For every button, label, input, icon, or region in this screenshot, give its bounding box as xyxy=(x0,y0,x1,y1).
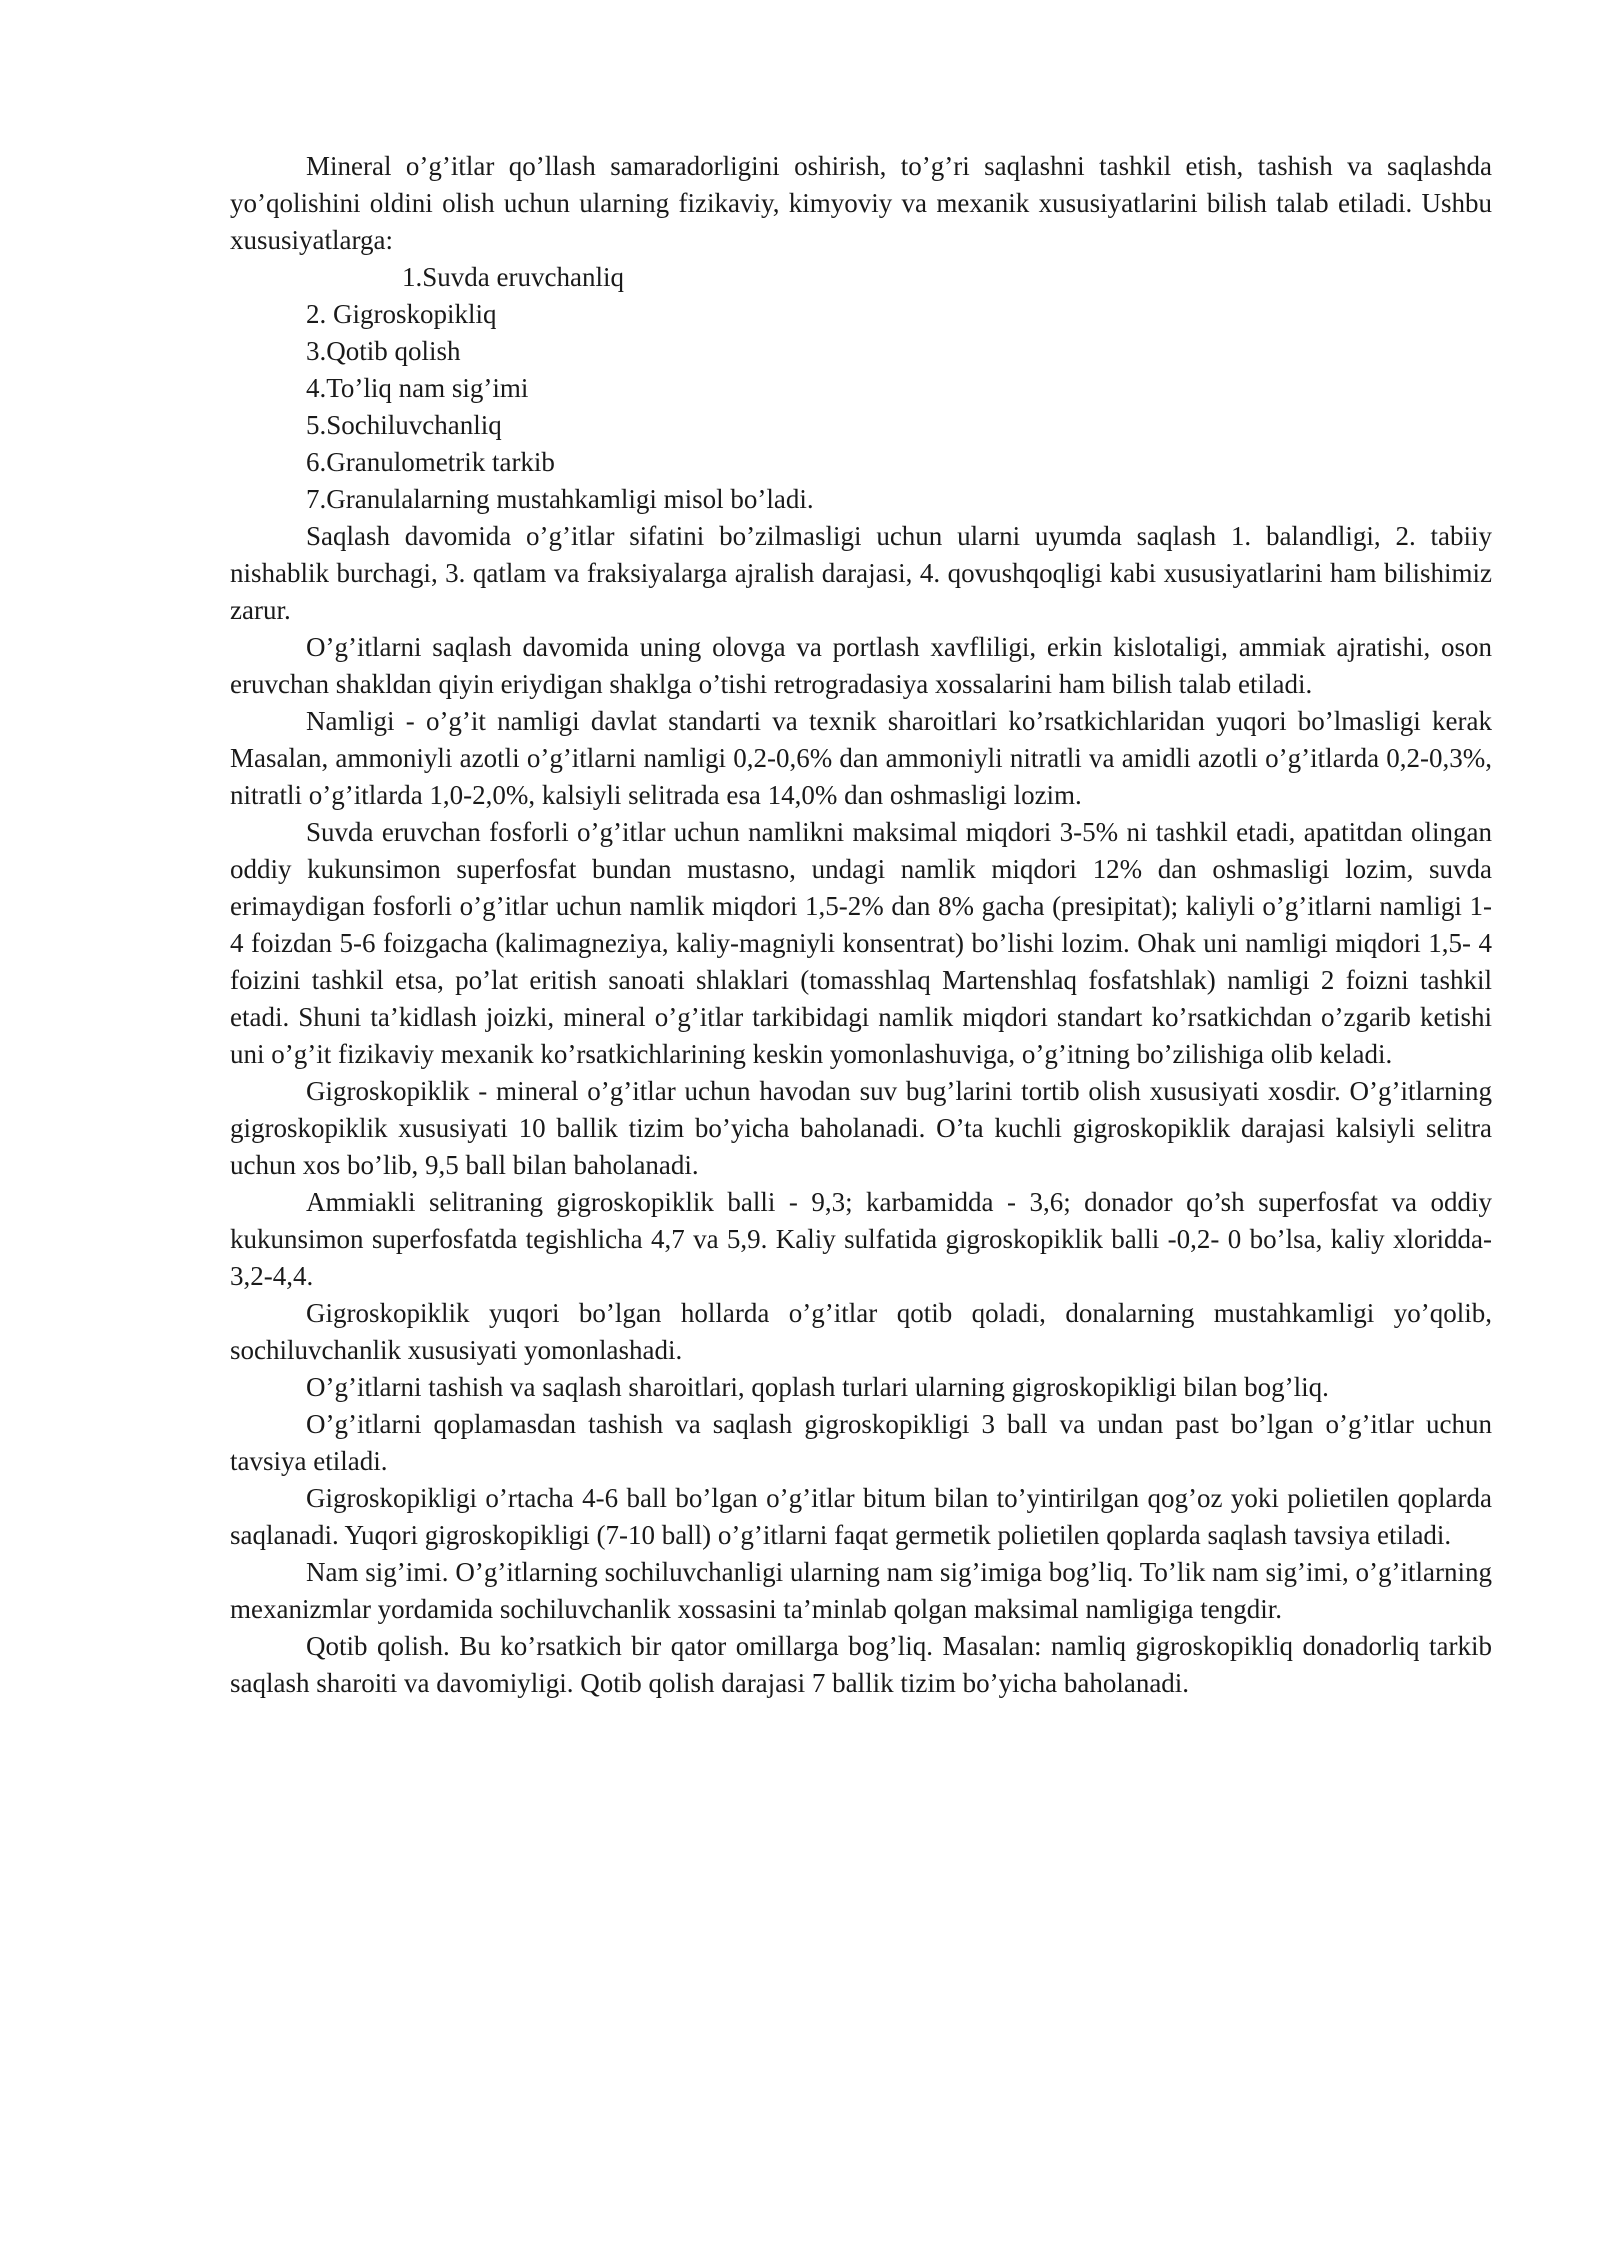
list-item: 6.Granulometrik tarkib xyxy=(306,447,555,477)
paragraph-moisture: Namligi - o’g’it namligi davlat standarti va texnik sharoitlari ko’rsatkichlaridan yuqori bo’lmasligi kerak Masalan, ammoniyli azotli o’g’itlarni namligi 0,2-0,6% dan ammoniyli nitratli va amidli azotli o’g’itlarda 0,2-0,3%, nitratli o’g’itlarda 1,0-2,0%, kalsiyli selitrada esa 14,0% dan oshmasligi lozim. xyxy=(230,706,1492,810)
list-item: 1.Suvda eruvchanliq xyxy=(402,262,624,292)
intro-paragraph: Mineral o’g’itlar qo’llash samaradorligini oshirish, to’g’ri saqlashni tashkil etish, tashish va saqlashda yo’qolishini oldini olish uchun ularning fizikaviy, kimyoviy va mexanik xususiyatlarini bilish talab etiladi. Ushbu xususiyatlarga: xyxy=(230,151,1492,255)
paragraph-caking-degree: Qotib qolish. Bu ko’rsatkich bir qator omillarga bog’liq. Masalan: namliq gigroskopikliq donadorliq tarkib saqlash sharoiti va davomiyligi. Qotib qolish darajasi 7 ballik tizim bo’yicha baholanadi. xyxy=(230,1631,1492,1698)
document-page xyxy=(230,148,1492,1702)
paragraph-unpacked: O’g’itlarni qoplamasdan tashish va saqlash gigroskopikligi 3 ball va undan past bo’lgan o’g’itlar uchun tavsiya etiladi. xyxy=(230,1409,1492,1476)
paragraph-transport: O’g’itlarni tashish va saqlash sharoitlari, qoplash turlari ularning gigroskopikligi bilan bog’liq. xyxy=(306,1372,1329,1402)
list-item: 3.Qotib qolish xyxy=(306,336,461,366)
paragraph-moisture-capacity: Nam sig’imi. O’g’itlarning sochiluvchanligi ularning nam sig’imiga bog’liq. To’lik nam sig’imi, o’g’itlarning mexanizmlar yordamida sochiluvchanlik xossasini ta’minlab qolgan maksimal namligiga tengdir. xyxy=(230,1557,1492,1624)
paragraph-storage: Saqlash davomida o’g’itlar sifatini bo’zilmasligi uchun ularni uyumda saqlash 1. balandligi, 2. tabiiy nishablik burchagi, 3. qatlam va fraksiyalarga ajralish darajasi, 4. qovushqoqligi kabi xususiyatlarini ham bilishimiz zarur. xyxy=(230,521,1492,625)
paragraph-hygroscopicity-scores: Ammiakli selitraning gigroskopiklik balli - 9,3; karbamidda - 3,6; donador qo’sh superfosfat va oddiy kukunsimon superfosfatda tegishlicha 4,7 va 5,9. Kaliy sulfatida gigroskopiklik balli -0,2- 0 bo’lsa, kaliy xloridda- 3,2-4,4. xyxy=(230,1187,1492,1291)
list-item: 2. Gigroskopikliq xyxy=(306,299,497,329)
paragraph-hygroscopicity: Gigroskopiklik - mineral o’g’itlar uchun havodan suv bug’larini tortib olish xususiyati xosdir. O’g’itlarning gigroskopiklik xususiyati 10 ballik tizim bo’yicha baholanadi. O’ta kuchli gigroskopiklik darajasi kalsiyli selitra uchun xos bo’lib, 9,5 ball bilan baholanadi. xyxy=(230,1076,1492,1180)
paragraph-phosphorus-moisture: Suvda eruvchan fosforli o’g’itlar uchun namlikni maksimal miqdori 3-5% ni tashkil etadi, apatitdan olingan oddiy kukunsimon superfosfat bundan mustasno, undagi namlik miqdori 12% dan oshmasligi lozim, suvda erimaydigan fosforli o’g’itlar uchun namlik miqdori 1,5-2% dan 8% gacha (presipitat); kaliyli o’g’itlarni namligi 1-4 foizdan 5-6 foizgacha (kalimagneziya, kaliy-magniyli konsentrat) bo’lishi lozim. Ohak uni namligi miqdori 1,5- 4 foizini tashkil etsa, po’lat eritish sanoati shlaklari (tomasshlaq Martenshlaq fosfatshlak) namligi 2 foizni tashkil etadi. Shuni ta’kidlash joizki, mineral o’g’itlar tarkibidagi namlik miqdori standart ko’rsatkichdan o’zgarib ketishi uni o’g’it fizikaviy mexanik ko’rsatkichlarining keskin yomonlashuviga, o’g’itning bo’zilishiga olib keladi. xyxy=(230,817,1492,1069)
list-item: 4.To’liq nam sig’imi xyxy=(306,373,529,403)
paragraph-packaging: Gigroskopikligi o’rtacha 4-6 ball bo’lgan o’g’itlar bitum bilan to’yintirilgan qog’oz yoki polietilen qoplarda saqlanadi. Yuqori gigroskopikligi (7-10 ball) o’g’itlarni faqat germetik polietilen qoplarda saqlash tavsiya etiladi. xyxy=(230,1483,1492,1550)
paragraph-caking: Gigroskopiklik yuqori bo’lgan hollarda o’g’itlar qotib qoladi, donalarning mustahkamligi yo’qolib, sochiluvchanlik xususiyati yomonlashadi. xyxy=(230,1298,1492,1365)
paragraph-hazards: O’g’itlarni saqlash davomida uning olovga va portlash xavfliligi, erkin kislotaligi, ammiak ajratishi, oson eruvchan shakldan qiyin eriydigan shaklga o’tishi retrogradasiya xossalarini ham bilish talab etiladi. xyxy=(230,632,1492,699)
list-item: 7.Granulalarning mustahkamligi misol bo’ladi. xyxy=(306,484,814,514)
properties-list xyxy=(230,259,1492,518)
list-item: 5.Sochiluvchanliq xyxy=(306,410,502,440)
